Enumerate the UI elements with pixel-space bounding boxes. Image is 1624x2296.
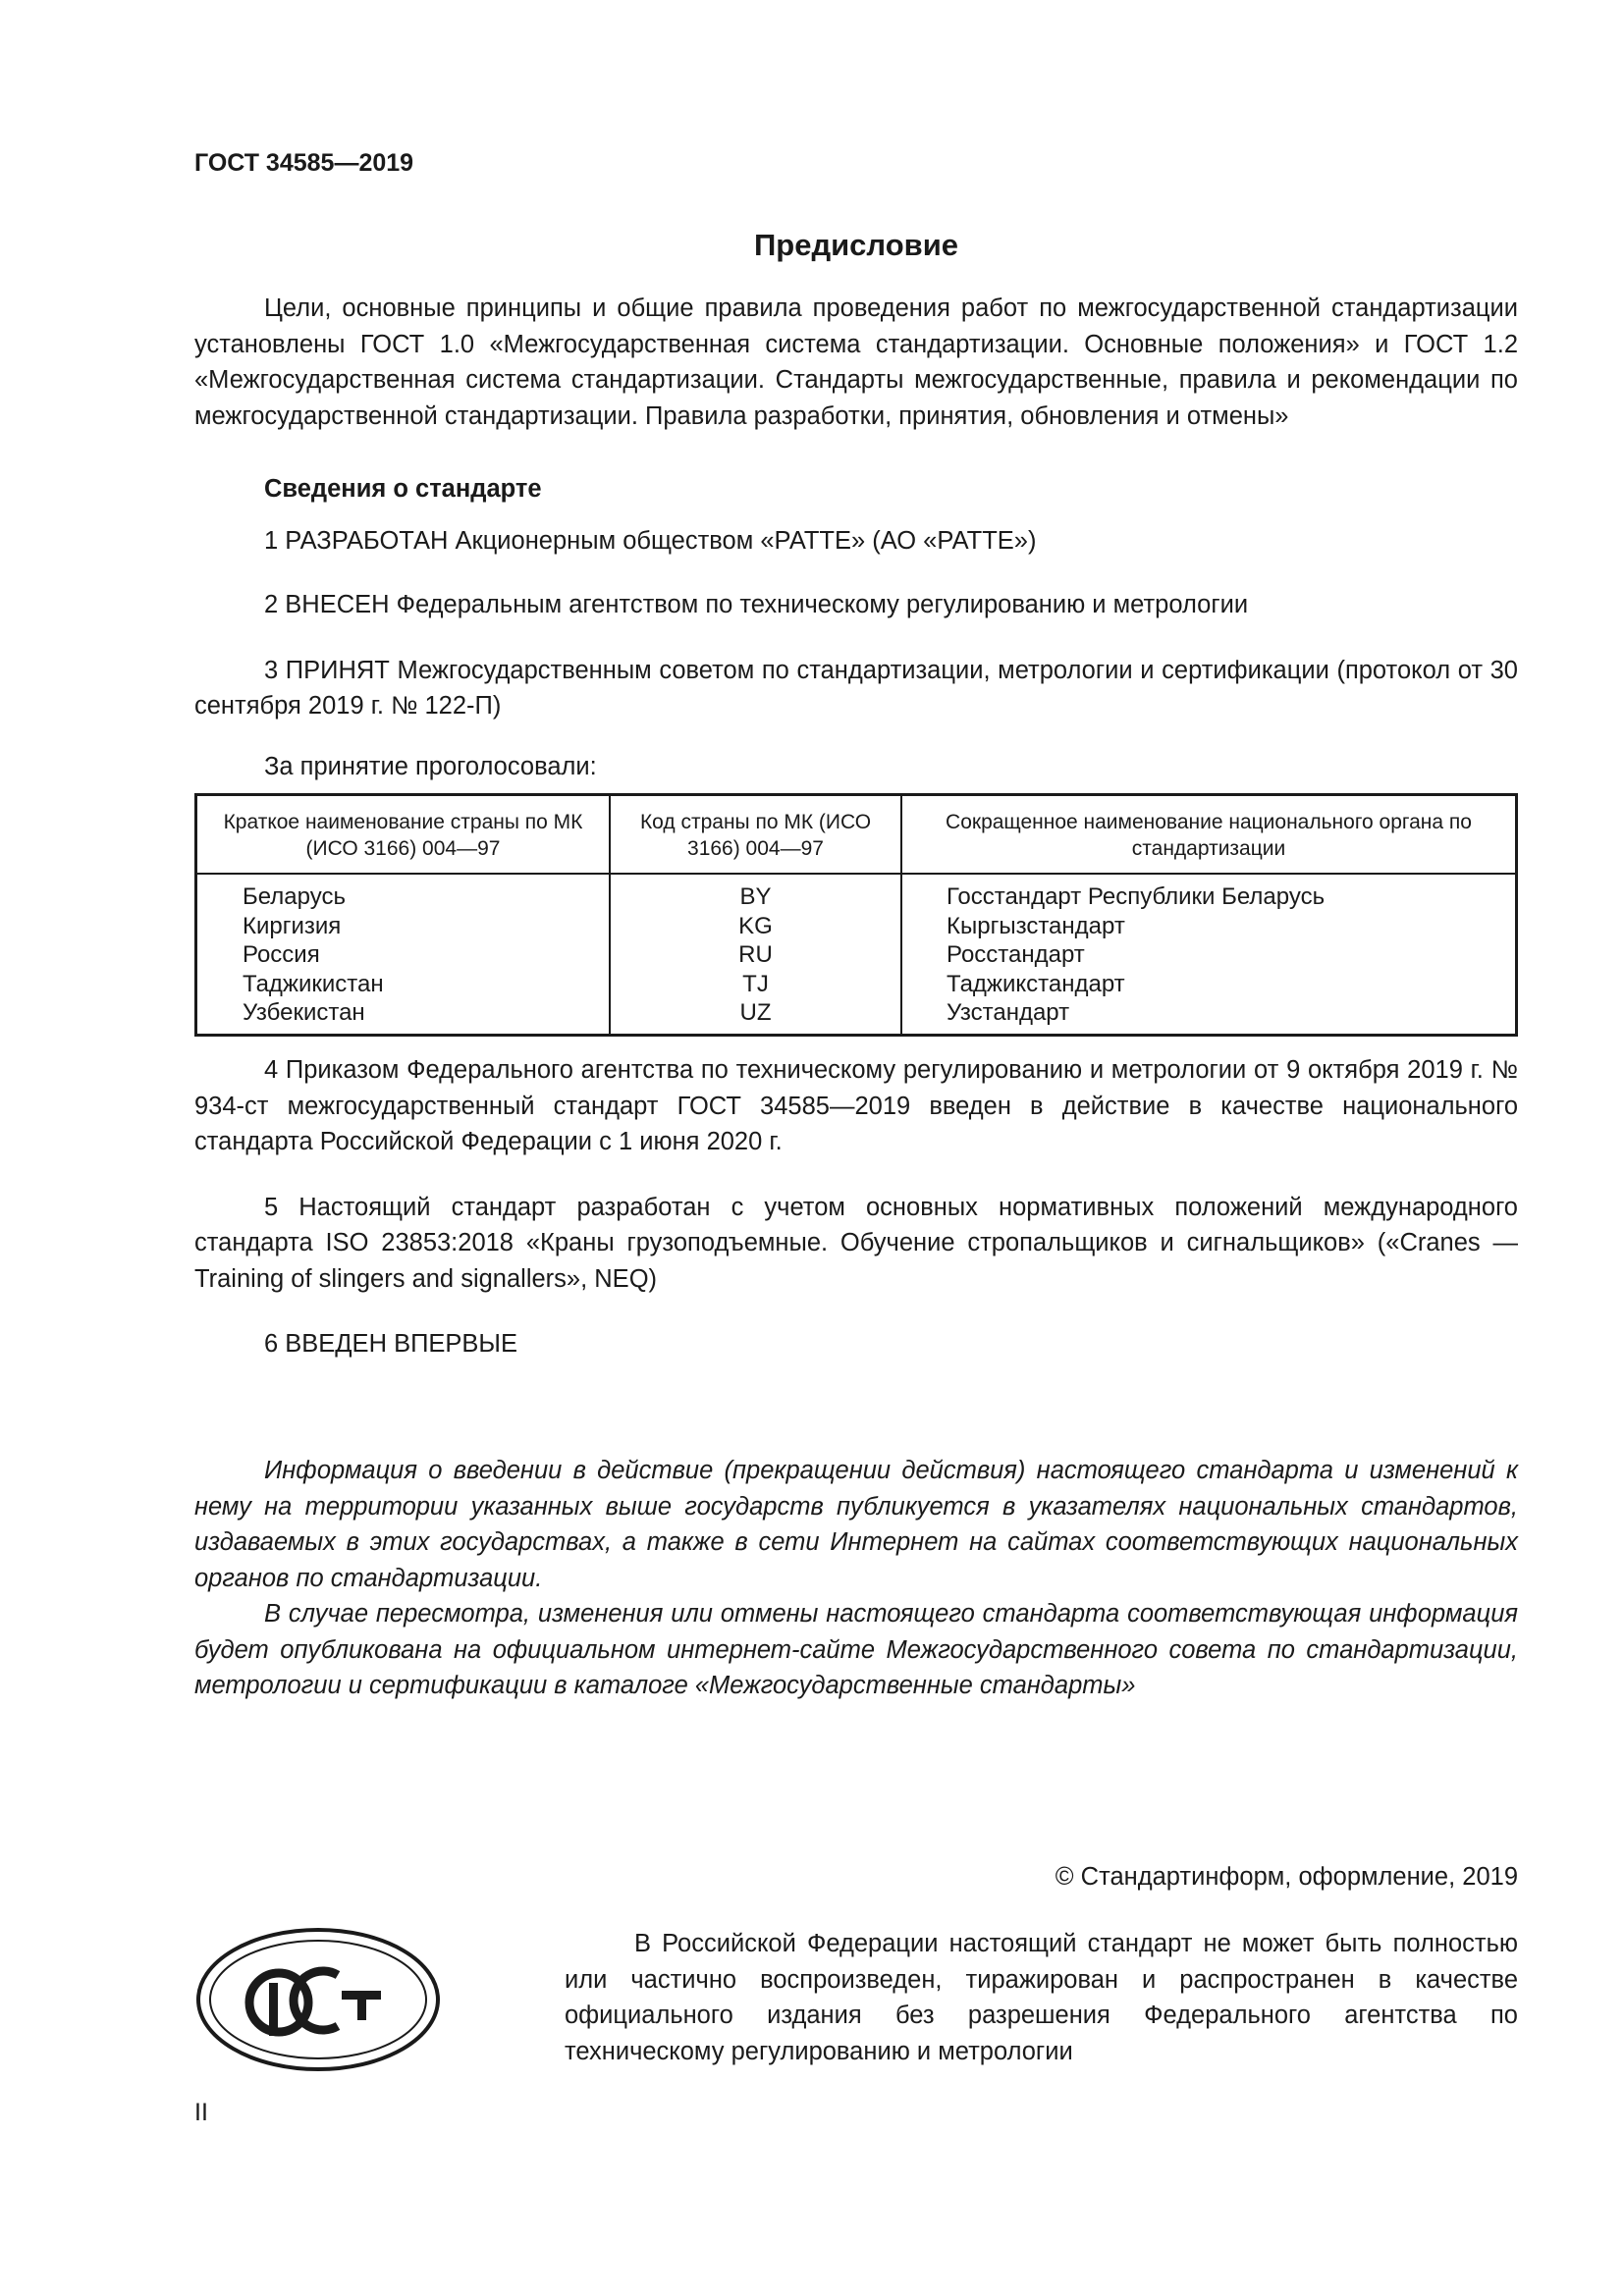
document-id: ГОСТ 34585—2019 <box>194 149 414 177</box>
table-cell-country: Таджикистан <box>243 970 384 997</box>
logo-text: РСТ <box>317 2063 319 2064</box>
table-header-row <box>196 795 1517 875</box>
intro-section <box>194 291 1518 434</box>
info-item-5: 5 Настоящий стандарт разработан с учетом основных нормативных положений международного стандарта ISO 23853:2018 «Краны грузоподъемные. Обучение стропальщиков и сигнальщиков» («Cranes — Training of slingers and signallers», NEQ) <box>194 1193 1518 1293</box>
notice-paragraph-1: Информация о введении в действие (прекращении действия) настоящего стандарта и изменений к нему на территории указанных выше государств публикуется в указателях национальных стандартов, издаваемых в этих государствах, а также в сети Интернет на сайтах соответствующих национальных органов по стандартизации. <box>194 1457 1518 1592</box>
table-cell-code: RU <box>738 941 773 968</box>
rights-notice <box>565 1926 1518 2069</box>
page-title: Предисловие <box>753 228 958 262</box>
notice-paragraph-2: В случае пересмотра, изменения или отмены настоящего стандарта соответствующая информация будет опубликована на официальном интернет-сайте Межгосударственного совета по стандартизации, метрологии и сертификации в каталоге «Межгосударственные стандарты» <box>194 1600 1518 1699</box>
table-cell-country: Россия <box>243 941 320 968</box>
table-cell-body: Госстандарт Республики Беларусь <box>947 883 1326 910</box>
info-item-2: 2 ВНЕСЕН Федеральным агентством по техническому регулированию и метрологии <box>264 591 1249 618</box>
country-column <box>196 874 611 1035</box>
table-cell-country: Беларусь <box>243 883 346 910</box>
table-cell-code: KG <box>738 912 773 939</box>
standard-info-heading: Сведения о стандарте <box>264 475 542 503</box>
info-item-1: 1 РАЗРАБОТАН Акционерным обществом «РАТТЕ» (АО «РАТТЕ») <box>264 526 1037 555</box>
notice-section <box>194 1453 1518 1704</box>
page-number: II <box>194 2099 208 2126</box>
table-cell-body: Росстандарт <box>947 941 1085 968</box>
rights-paragraph: В Российской Федерации настоящий стандарт не может быть полностью или частично воспроизведен, тиражирован и распространен в качестве официального издания без разрешения Федерального агентства по техническому регулированию и метрологии <box>565 1930 1518 2065</box>
info-item-6: 6 ВВЕДЕН ВПЕРВЫЕ <box>264 1330 518 1358</box>
table-header-body: Сокращенное наименование национального органа по стандартизации <box>901 795 1517 875</box>
table-header-country: Краткое наименование страны по МК (ИСО 3166) 004—97 <box>196 795 611 875</box>
voted-label: За принятие проголосовали: <box>264 752 597 780</box>
table-cell-country: Киргизия <box>243 912 342 939</box>
table-body-row <box>196 874 1517 1035</box>
code-column <box>610 874 901 1035</box>
table-cell-code: TJ <box>742 970 769 997</box>
table-cell-country: Узбекистан <box>243 999 365 1026</box>
info-item-4: 4 Приказом Федерального агентства по техническому регулированию и метрологии от 9 октября 2019 г. № 934-ст межгосударственный стандарт ГОСТ 34585—2019 введен в действие в качестве национального стандарта Российской Федерации с 1 июня 2020 г. <box>194 1056 1518 1155</box>
body-column <box>901 874 1517 1035</box>
items-after-section <box>194 1052 1518 1362</box>
standard-info-section <box>194 471 1518 784</box>
copyright-notice: © Стандартинформ, оформление, 2019 <box>1055 1863 1518 1891</box>
table-cell-body: Кыргызстандарт <box>947 912 1125 939</box>
pct-certification-logo <box>194 1926 442 2073</box>
table-header-code: Код страны по МК (ИСО 3166) 004—97 <box>610 795 901 875</box>
table-cell-code: UZ <box>739 999 772 1026</box>
intro-paragraph: Цели, основные принципы и общие правила проведения работ по межгосударственной стандартизации установлены ГОСТ 1.0 «Межгосударственная система стандартизации. Основные положения» и ГОСТ 1.2 «Межгосударственная система стандартизации. Стандарты межгосударственные, правила и рекомендации по межгосударственной стандартизации. Правила разработки, принятия, обновления и отмены» <box>194 294 1518 430</box>
table-cell-code: BY <box>739 883 772 910</box>
table-cell-body: Узстандарт <box>947 999 1070 1026</box>
info-item-3: 3 ПРИНЯТ Межгосударственным советом по стандартизации, метрологии и сертификации (протокол от 30 сентября 2019 г. № 122-П) <box>194 656 1518 720</box>
voting-table <box>194 793 1518 1037</box>
table-cell-body: Таджикстандарт <box>947 970 1125 997</box>
